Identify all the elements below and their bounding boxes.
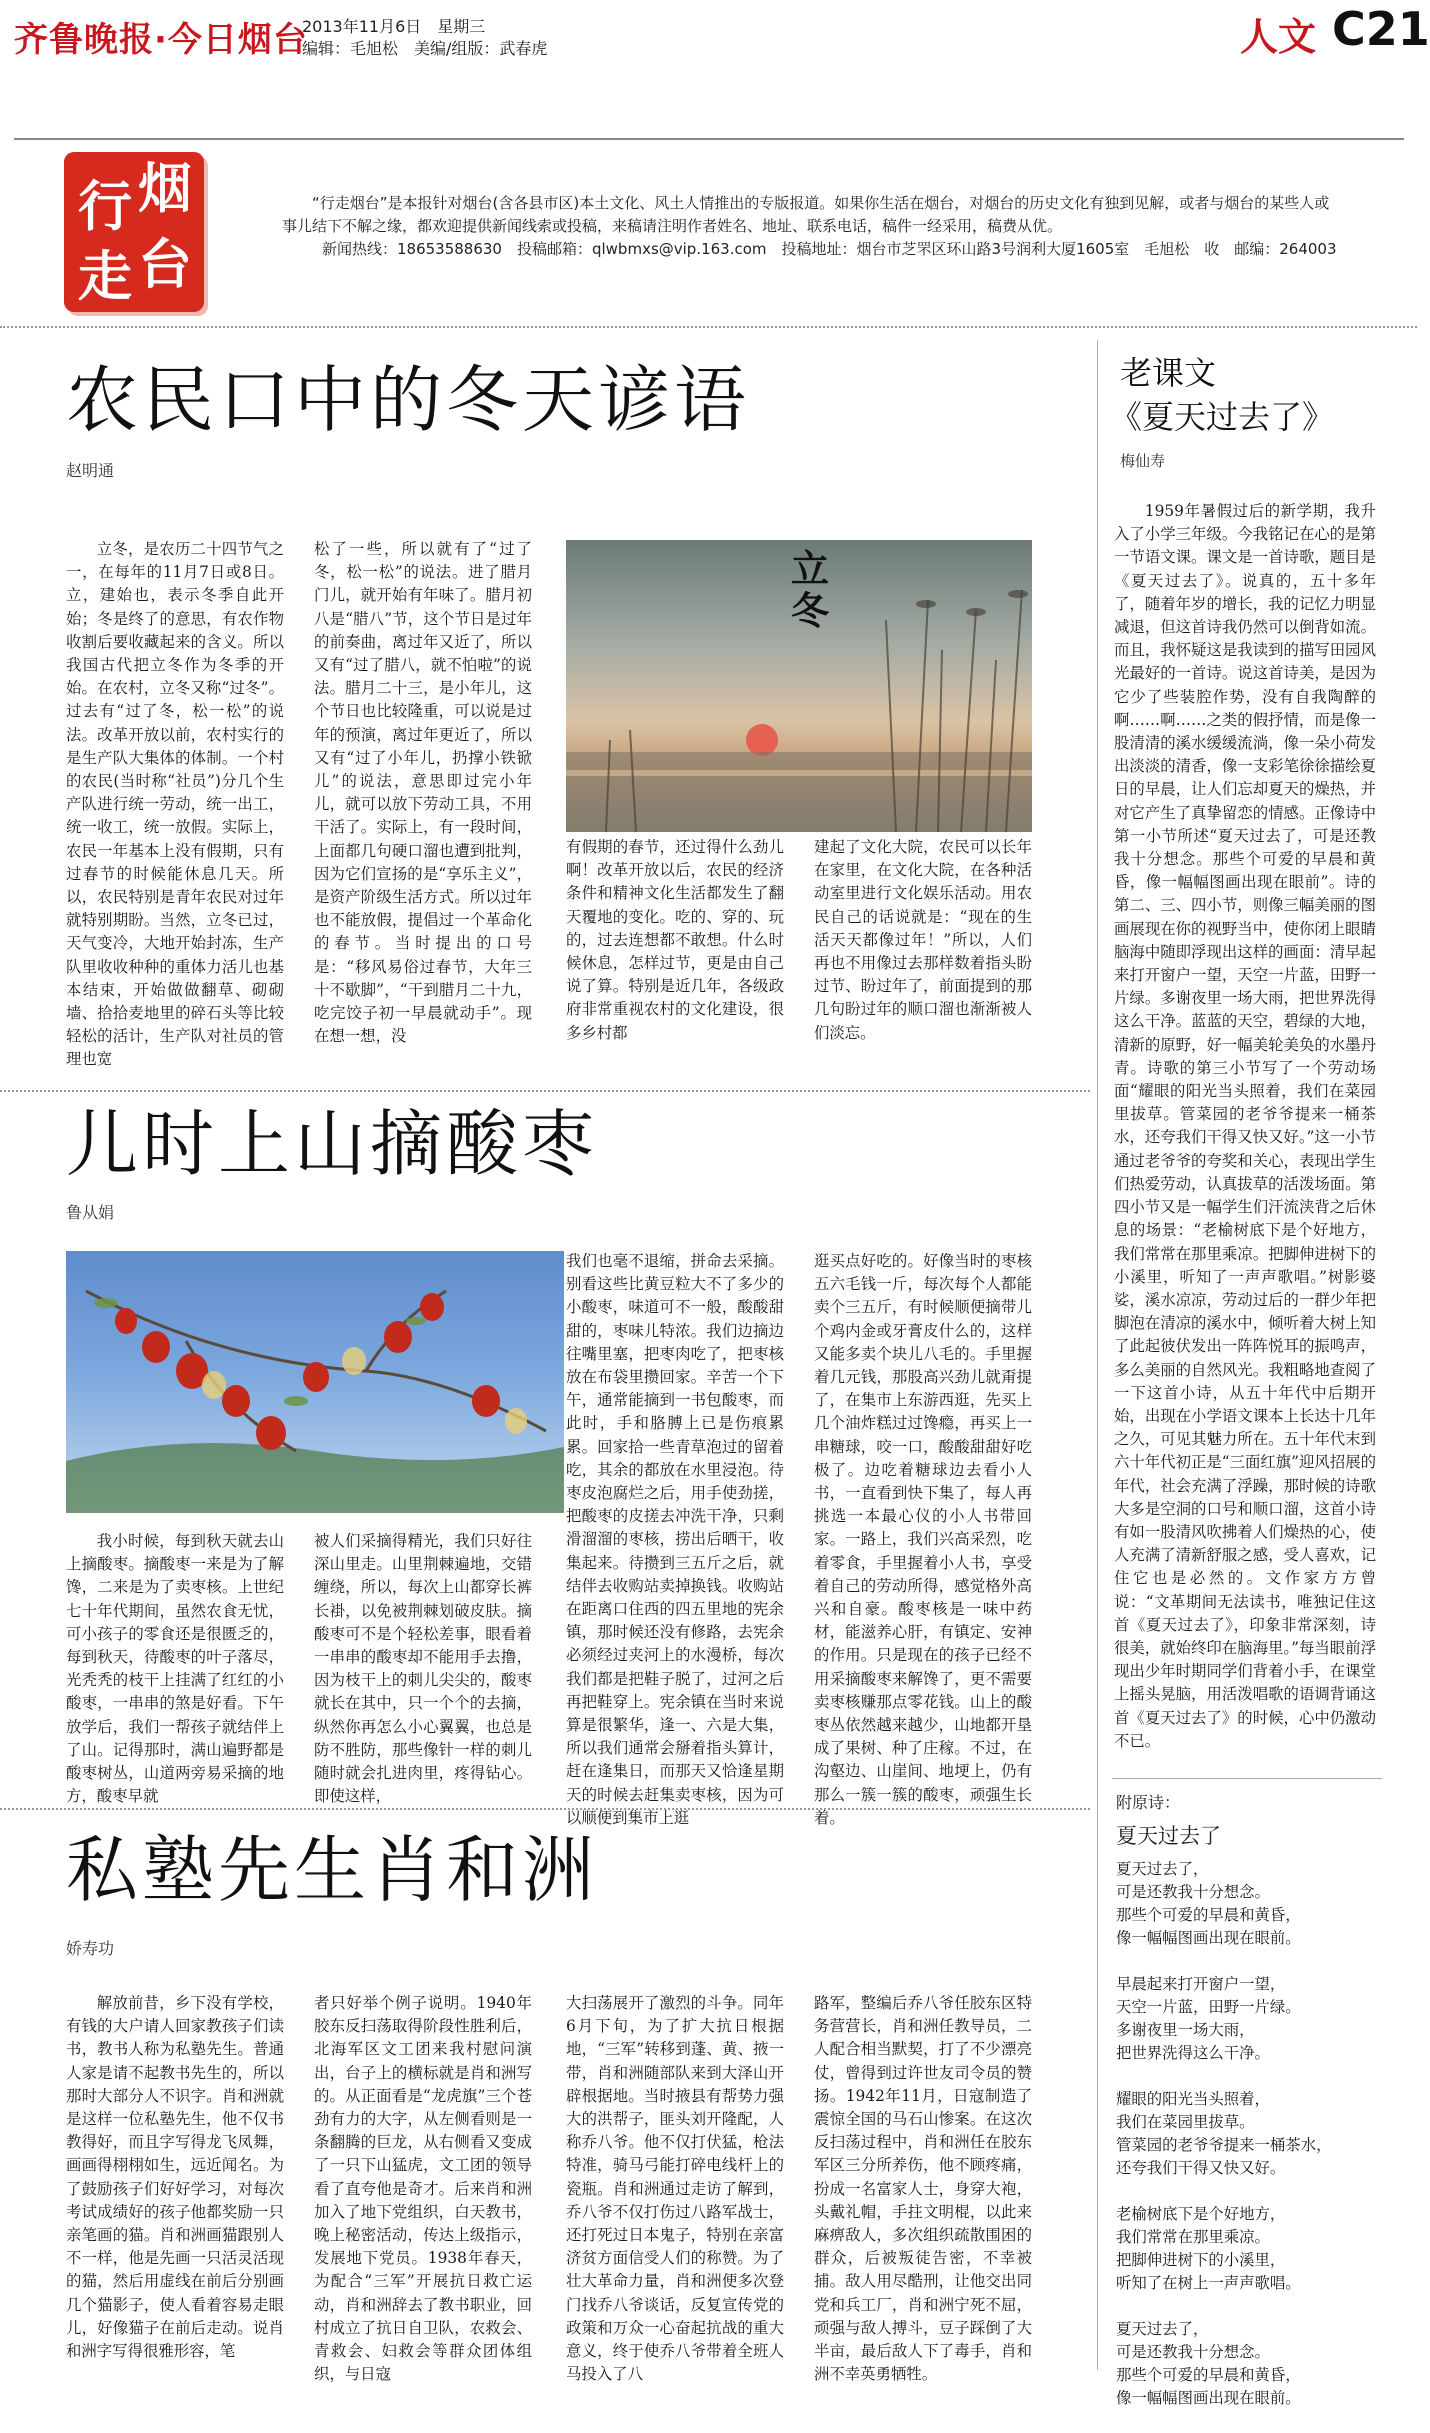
section-name: 人文: [1240, 15, 1317, 59]
article3-col4: [814, 1992, 1032, 2384]
article1-title: 农民口中的冬天谚语: [66, 358, 751, 442]
article2-text: 逛买点好吃的。好像当时的枣核五六毛钱一斤，每次每个人都能卖个三五斤，有时候顺便摘带儿个鸡内金或牙膏皮什么的，这样又能多卖个块儿八毛的。手里握着几元钱，那股高兴劲儿就甭提了，在集市上东游西逛，先买上几个油炸糕过过馋瘾，再买上一串糖球，咬一口，酸酸甜甜好吃极了。边吃着糖球边去看小人书，一直看到快下集了，每人再挑选一本最心仪的小人书带回家。一路上，我们兴高采烈，吃着零食，手里握着小人书，享受着自己的劳动所得，感觉格外高兴和自豪。酸枣核是一味中药材，能滋养心肝，有镇定、安神的作用。只是现在的孩子已经不用采摘酸枣来解馋了，更不需要卖枣核赚那点零花钱。山上的酸枣丛依然越来越少，山地都开垦成了果树、种了庄稼。不过，在沟壑边、山崖间、地埂上，仍有那么一簇一簇的酸枣，顽强生长着。: [814, 1252, 1032, 1827]
poem-line: 可是还教我十分想念。: [1116, 2343, 1270, 2361]
sidebar-body: [1114, 500, 1376, 1762]
poem-stanza: [1116, 1973, 1376, 2065]
poem-stanza: [1116, 2088, 1376, 2180]
sidebar-kicker: 老课文: [1120, 354, 1217, 392]
poem-line: 还夸我们干得又快又好。: [1116, 2159, 1286, 2177]
newspaper-logo: 齐鲁晚报·今日烟台: [14, 20, 308, 60]
column-intro: [282, 192, 1342, 261]
article2-col4: [814, 1250, 1032, 1827]
sidebar-title: 《夏天过去了》: [1110, 398, 1335, 436]
poem-line: 那些个可爱的早晨和黄昏，: [1116, 1906, 1301, 1924]
article3-col2: [314, 1992, 532, 2384]
issue-editors: 编辑：毛旭松 美编/组版：武春虎: [302, 39, 548, 58]
poem-line: 早晨起来打开窗户一望，: [1116, 1975, 1286, 1993]
poem-line: 可是还教我十分想念。: [1116, 1883, 1270, 1901]
poem-stanza: [1116, 1858, 1376, 1950]
article2-text: 我小时候，每到秋天就去山上摘酸枣。摘酸枣一来是为了解馋，二来是为了卖枣核。上世纪七十年代期间，虽然农食无忧，可小孩子的零食还是很匮乏的，每到秋天，待酸枣的叶子落尽，光秃秃的枝干上挂满了红红的小酸枣，一串串的煞是好看。下午放学后，我们一帮孩子就结伴上了山。记得那时，满山遍野都是酸枣树丛，山道两旁易采摘的地方，酸枣早就: [66, 1532, 284, 1806]
seal-char: 走: [78, 245, 132, 308]
article3-col1: [66, 1992, 284, 2372]
issue-date: 2013年11月6日 星期三: [302, 17, 486, 36]
issue-meta: [302, 16, 547, 60]
article1-col3: [566, 836, 784, 1068]
column-intro-text: “行走烟台”是本报针对烟台(含各县市区)本土文化、风土人情推出的专版报道。如果你生活在烟台，对烟台的历史文化有独到见解，或者与烟台的某些人或事儿结下不解之缘，都欢迎提供新闻线索或投稿，来稿请注明作者姓名、地址、联系电话，稿件一经采用，稿费从优。: [282, 194, 1330, 235]
article-divider: [0, 1808, 1090, 1810]
jujube-photo: [66, 1251, 564, 1513]
article2-col1: [66, 1530, 284, 1806]
poem-line: 像一幅幅图画出现在眼前。: [1116, 1929, 1301, 1947]
page-number: C21: [1332, 2, 1430, 56]
article2-text: 被人们采摘得精光，我们只好往深山里走。山里荆棘遍地，交错缠绕，所以，每次上山都穿长裤长褂，以免被荆棘划破皮肤。摘酸枣可不是个轻松差事，眼看着一串串的酸枣却不能用手去撸，因为枝干上的刺儿尖尖的，酸枣就长在其中，只一个个的去摘，纵然你再怎么小心翼翼，也总是防不胜防，那些像针一样的刺儿随时就会扎进肉里，疼得钻心。即使这样，: [314, 1532, 532, 1806]
poem-line: 天空一片蓝，田野一片绿。: [1116, 1998, 1301, 2016]
poem-line: 我们在菜园里拔草。: [1116, 2113, 1255, 2131]
article1-text: 松了一些，所以就有了“过了冬，松一松”的说法。进了腊月门儿，就开始有年味了。腊月初八是“腊八”节，这个节日是过年的前奏曲，离过年又近了，所以又有“过了腊八，就不怕啦”的说法。腊月二十三，是小年儿，这个节日也比较隆重，可以说是过年的预演，离过年更近了，所以又有“过了小年儿，扔撑小铁锨儿”的说法，意思即过完小年儿，就可以放下劳动工具，不用干活了。实际上，有一段时间，上面都几句硬口溜也遭到批判，因为它们宣扬的是“享乐主义”，是资产阶级生活方式。所以过年也不能放假，提倡过一个革命化的春节。当时提出的口号是：“移风易俗过春节，大年三十不歇脚”，“干到腊月二十九，吃完饺子初一早晨就动手”。现在想一想，没: [314, 540, 532, 1046]
article3-author: 娇寿功: [66, 1939, 115, 1958]
poem-stanza: [1116, 2203, 1376, 2295]
masthead-rule: [14, 138, 1404, 140]
article3-title: 私塾先生肖和洲: [66, 1828, 599, 1912]
poem-label: 附原诗：: [1116, 1793, 1181, 1812]
article1-author: 赵明通: [66, 461, 115, 480]
poem-line: 那些个可爱的早晨和黄昏，: [1116, 2366, 1301, 2384]
column-contact: 新闻热线：18653588630 投稿邮箱：qlwbmxs@vip.163.com 投稿地址：烟台市芝罘区环山路3号润利大厦1605室 毛旭松 收 邮编：264003: [322, 240, 1337, 258]
article2-title: 儿时上山摘酸枣: [66, 1102, 599, 1186]
seal-char: 台: [138, 233, 192, 296]
article1-text: 有假期的春节，还过得什么劲儿啊！改革开放以后，农民的经济条件和精神文化生活都发生了翻天覆地的变化。吃的、穿的、玩的，过去连想都不敢想。什么时候休息，怎样过节，更是由自己说了算。特别是近几年，各级政府非常重视农村的文化建设，很多乡村都: [566, 838, 784, 1042]
sidebar-text: 1959年暑假过后的新学期，我升入了小学三年级。今我铭记在心的是第一节语文课。课文是一首诗歌，题目是《夏天过去了》。说真的，五十多年了，随着年岁的增长，我的记忆力明显减退，但这首诗我仍然可以倒背如流。而且，我怀疑这是我读到的描写田园风光最好的一首诗。说这首诗美，是因为它少了些装腔作势，没有自我陶醉的啊……啊……之类的假抒情，而是像一股清清的溪水缓缓流淌，像一朵小荷发出淡淡的清香，像一支彩笔徐徐描绘夏日的早晨，让人们忘却夏天的燥热，并对它产生了真挚留恋的情感。正像诗中第一小节所述“夏天过去了，可是还教我十分想念。那些个可爱的早晨和黄昏，像一幅幅图画出现在眼前”。诗的第二、三、四小节，则像三幅美丽的图画展现在你的视野当中，使你闭上眼睛脑海中随即浮现出这样的画面：清早起来打开窗户一望，天空一片蓝，田野一片绿。多谢夜里一场大雨，把世界洗得这么干净。蓝蓝的天空，碧绿的大地，清新的原野，好一幅美轮美奂的水墨丹青。诗歌的第三小节写了一个劳动场面“耀眼的阳光当头照着，我们在菜园里拔草。管菜园的老爷爷提来一桶茶水，还夸我们干得又快又好。”这一小节通过老爷爷的夸奖和关心，表现出学生们热爱劳动，认真拔草的活泼场面。第四小节又是一幅学生们汗流浃背之后休息的场景：“老榆树底下是个好地方，我们常常在那里乘凉。把脚伸进树下的小溪里，听知了一声声歌唱。”树影婆娑，溪水凉凉，劳动过后的一群少年把脚泡在清凉的溪水中，倾听着大树上知了此起彼伏发出一阵阵悦耳的振鸣声，多么美丽的自然风光。我粗略地查阅了一下这首小诗，从五十年代中后期开始，出现在小学语文课本上长达十几年之久，可见其魅力所在。五十年代末到六十年代初正是“三面红旗”迎风招展的年代，社会充满了浮躁，那时候的诗歌大多是空洞的口号和顺口溜，这首小诗有如一股清风吹拂着人们燥热的心，使人充满了清新舒服之感，受人喜欢，记住它也是必然的。文作家方方曾说：“文革期间无法读书，唯独记住这首《夏天过去了》，印象非常深刻，诗很美，就始终印在脑海里。”每当眼前浮现出少年时期同学们背着小手，在课堂上摇头晃脑，用活泼唱歌的语调背诵这首《夏天过去了》的时候，心中仍激动不已。: [1114, 502, 1376, 1750]
poem-stanza: [1116, 2318, 1376, 2410]
article1-col2: [314, 538, 532, 1070]
article1-col1: [66, 538, 284, 1070]
article3-text: 大扫荡展开了激烈的斗争。同年6月下旬，为了扩大抗日根据地，“三军”转移到蓬、黄、掖一带，肖和洲随部队来到大泽山开辟根据地。当时掖县有帮势力强大的洪帮子，匪头刘开隆配，人称乔八爷。他不仅打伏猛，枪法特准，骑马弓能打碎电线杆上的瓷瓶。肖和洲通过走访了解到，乔八爷不仅打伤过八路军战士，还打死过日本鬼子，特别在亲富济贫方面信受人们的称赞。为了壮大革命力量，肖和洲便多次登门找乔八爷谈话，反复宣传党的政策和万众一心奋起抗战的重大意义，终于使乔八爷带着全班人马投入了八: [566, 1994, 784, 2384]
poem-line: 夏天过去了，: [1116, 1860, 1209, 1878]
poem-body: [1116, 1858, 1376, 2433]
article2-text: 我们也毫不退缩，拼命去采摘。别看这些比黄豆粒大不了多少的小酸枣，味道可不一般，酸酸甜甜的，枣味儿特浓。我们边摘边往嘴里塞，把枣肉吃了，把枣核放在布袋里攒回家。辛苦一个下午，通常能摘到一书包酸枣，而此时，手和胳膊上已是伤痕累累。回家拾一些青草泡过的留着吃，其余的都放在水里浸泡。待枣皮泡腐烂之后，用手使劲搓，把酸枣的皮搓去冲洗干净，只剩滑溜溜的枣核，捞出后晒干，收集起来。待攒到三五斤之后，就结伴去收购站卖掉换钱。收购站在距离口住西的四五里地的宪余镇，那时候还没有修路，去宪余必须经过夹河上的水漫桥，每次我们都是把鞋子脱了，过河之后再把鞋穿上。宪余镇在当时来说算是很繁华，逢一、六是大集，所以我们通常会掰着指头算计，赶在逢集日，而那天又恰逢星期天的时候去赶集卖枣核，因为可以顺便到集市上逛: [566, 1252, 784, 1827]
article1-text: 建起了文化大院，农民可以长年在家里，在文化大院，在各种活动室里进行文化娱乐活动。用农民自己的话说就是：“现在的生活天天都像过年！”所以，人们再也不用像过去那样数着指头盼过节、盼过年了，前面提到的那几句盼过年的顺口溜也渐渐被人们淡忘。: [814, 838, 1032, 1042]
article1-col4: [814, 836, 1032, 1068]
jujube-photo-art: [66, 1251, 564, 1513]
sidebar-author: 梅仙寿: [1120, 452, 1166, 470]
poem-title: 夏天过去了: [1116, 1824, 1221, 1848]
poem-line: 像一幅幅图画出现在眼前。: [1116, 2389, 1301, 2407]
poem-line: 夏天过去了，: [1116, 2320, 1209, 2338]
seal-char: 行: [78, 175, 132, 238]
poem-line: 老榆树底下是个好地方，: [1116, 2205, 1286, 2223]
winter-photo-caption: 立冬: [790, 547, 829, 633]
article1-text: 立冬，是农历二十四节气之一，在每年的11月7日或8日。立，建始也，表示冬季自此开始；冬是终了的意思，有农作物收割后要收藏起来的含义。所以我国古代把立冬作为冬季的开始。在农村，立冬又称“过冬”。过去有“过了冬，松一松”的说法。改革开放以前，农村实行的是生产队大集体的体制。一个村的农民(当时称“社员”)分几个生产队进行统一劳动，统一出工，统一收工，统一放假。实际上，农民一年基本上没有假期，只有过春节的时候能休息几天。所以，农民特别是青年农民对过年就特别期盼。当然，立冬已过，天气变冷，大地开始封冻，生产队里收收种种的重体力活儿也基本结束，开始做做翻草、砌砌墙、拾拾麦地里的碎石头等比较轻松的活计，生产队对社员的管理也宽: [66, 540, 284, 1069]
article3-text: 解放前昔，乡下没有学校，有钱的大户请人回家教孩子们读书，教书人称为私塾先生。普通人家是请不起教书先生的，所以那时大部分人不识字。肖和洲就是这样一位私塾先生，他不仅书教得好，而且字写得龙飞凤舞，画画得栩栩如生，远近闻名。为了鼓励孩子们好好学习，对每次考试成绩好的孩子他都奖励一只亲笔画的猫。肖和洲画猫跟别人不一样，他是先画一只活灵活现的猫，然后用虚线在前后分别画几个猫影子，使人看着容易走眼儿，好像猫子在前后走动。说肖和洲字写得很雅形容，笔: [66, 1994, 284, 2361]
poem-line: 我们常常在那里乘凉。: [1116, 2228, 1270, 2246]
article3-text: 者只好举个例子说明。1940年胶东反扫荡取得阶段性胜利后，北海军区文工团来我村慰问演出，台子上的横标就是肖和洲写的。从正面看是“龙虎旗”三个苍劲有力的大字，从左侧看则是一条翻腾的巨龙，从右侧看又变成了一只下山猛虎，文工团的领导看了直夸他是奇才。后来肖和洲加入了地下党组织，白天教书，晚上秘密活动，传达上级指示，发展地下党员。1938年春天，为配合“三军”开展抗日救亡运动，肖和洲辞去了教书职业，回村成立了抗日自卫队，农救会、青救会、妇救会等群众团体组织，与日寇: [314, 1994, 532, 2384]
poem-line: 把世界洗得这么干净。: [1116, 2044, 1270, 2062]
poem-line: 把脚伸进树下的小溪里，: [1116, 2251, 1286, 2269]
column-seal: [64, 152, 204, 312]
poem-line: 听知了在树上一声声歌唱。: [1116, 2274, 1301, 2292]
poem-line: 耀眼的阳光当头照着，: [1116, 2090, 1270, 2108]
article2-author: 鲁从娟: [66, 1203, 115, 1222]
poem-divider: [1112, 1778, 1382, 1779]
article2-col3: [566, 1250, 784, 1827]
sidebar-divider: [1097, 340, 1098, 2370]
article2-col2: [314, 1530, 532, 1806]
article3-text: 路军，整编后乔八爷任胶东区特务营营长，肖和洲任教导员，二人配合相当默契，打了不少漂亮仗，曾得到过许世友司令员的赞扬。1942年11月，日寇制造了震惊全国的马石山惨案。在这次反扫荡过程中，肖和洲任在胶东军区三分所养伤，他不顾疼痛，扮成一名富家人士，身穿大袍，头戴礼帽，手拄文明棍，以此来麻痹敌人，多次组织疏散围困的群众，后被叛徒告密，不幸被捕。敌人用尽酷刑，让他交出同党和兵工厂，肖和洲宁死不屈，顽强与敌人搏斗，豆子踩倒了大半亩，最后敌人下了毒手，肖和洲不幸英勇牺牲。: [814, 1994, 1032, 2384]
article3-col3: [566, 1992, 784, 2384]
poem-line: 多谢夜里一场大雨，: [1116, 2021, 1255, 2039]
seal-char: 烟: [138, 157, 192, 220]
poem-line: 管菜园的老爷爷提来一桶茶水，: [1116, 2136, 1332, 2154]
section-divider: [0, 326, 1417, 328]
article-divider: [0, 1090, 1090, 1092]
